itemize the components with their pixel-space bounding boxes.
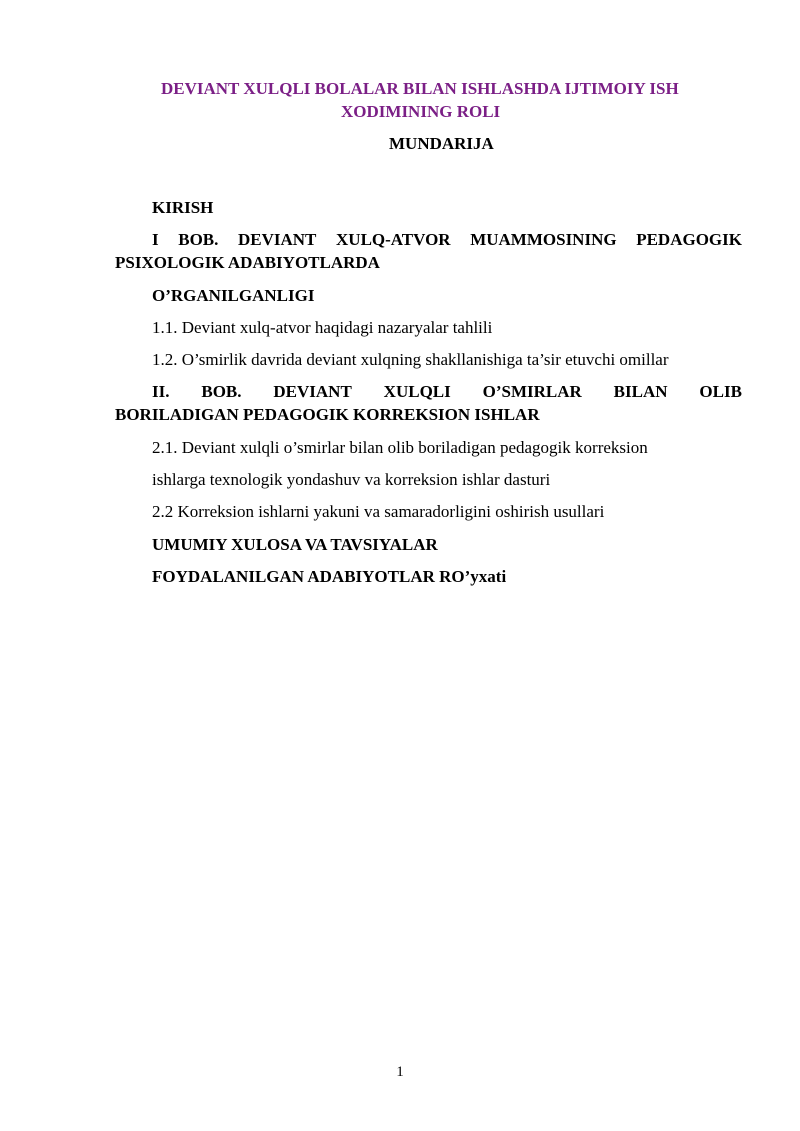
- toc-references: FOYDALANILGAN ADABIYOTLAR RO’yxati: [152, 567, 507, 586]
- document-title-line-2: XODIMINING ROLI: [341, 102, 501, 121]
- toc-word: OLIB: [699, 382, 742, 401]
- toc-entry-kirish: KIRISH: [152, 198, 214, 217]
- toc-word: XULQLI: [383, 382, 451, 401]
- toc-section-2-1-line-1: 2.1. Deviant xulqli o’smirlar bilan olib boriladigan pedagogik korreksion: [152, 438, 648, 457]
- document-title-line-1: DEVIANT XULQLI BOLALAR BILAN ISHLASHDA IJTIMOIY ISH: [161, 79, 679, 98]
- toc-chapter-1-line-1: [152, 230, 742, 250]
- page-number: 1: [396, 1064, 404, 1080]
- toc-chapter-2-line-1: [152, 382, 742, 402]
- toc-chapter-1-line-3: O’RGANILGANLIGI: [152, 286, 315, 305]
- toc-section-2-1-line-2: ishlarga texnologik yondashuv va korreksion ishlar dasturi: [152, 470, 551, 489]
- contents-heading: MUNDARIJA: [389, 134, 494, 153]
- toc-word: DEVIANT: [273, 382, 352, 401]
- toc-word: BILAN: [613, 382, 668, 401]
- toc-chapter-2-line-2: BORILADIGAN PEDAGOGIK KORREKSION ISHLAR: [115, 405, 540, 424]
- toc-word: II.: [152, 382, 170, 401]
- toc-conclusion: UMUMIY XULOSA VA TAVSIYALAR: [152, 535, 438, 554]
- toc-word: BOB.: [178, 230, 219, 249]
- toc-word: I: [152, 230, 159, 249]
- toc-chapter-1-line-2: PSIXOLOGIK ADABIYOTLARDA: [115, 253, 380, 272]
- toc-section-1-1: 1.1. Deviant xulq-atvor haqidagi nazaryalar tahlili: [152, 318, 493, 337]
- toc-word: MUAMMOSINING: [470, 230, 617, 249]
- toc-word: PEDAGOGIK: [636, 230, 742, 249]
- toc-word: BOB.: [201, 382, 242, 401]
- toc-word: XULQ-ATVOR: [336, 230, 451, 249]
- toc-section-1-2: 1.2. O’smirlik davrida deviant xulqning shakllanishiga ta’sir etuvchi omillar: [152, 350, 669, 369]
- toc-word: DEVIANT: [238, 230, 317, 249]
- toc-section-2-2: 2.2 Korreksion ishlarni yakuni va samaradorligini oshirish usullari: [152, 502, 605, 521]
- toc-word: O’SMIRLAR: [482, 382, 582, 401]
